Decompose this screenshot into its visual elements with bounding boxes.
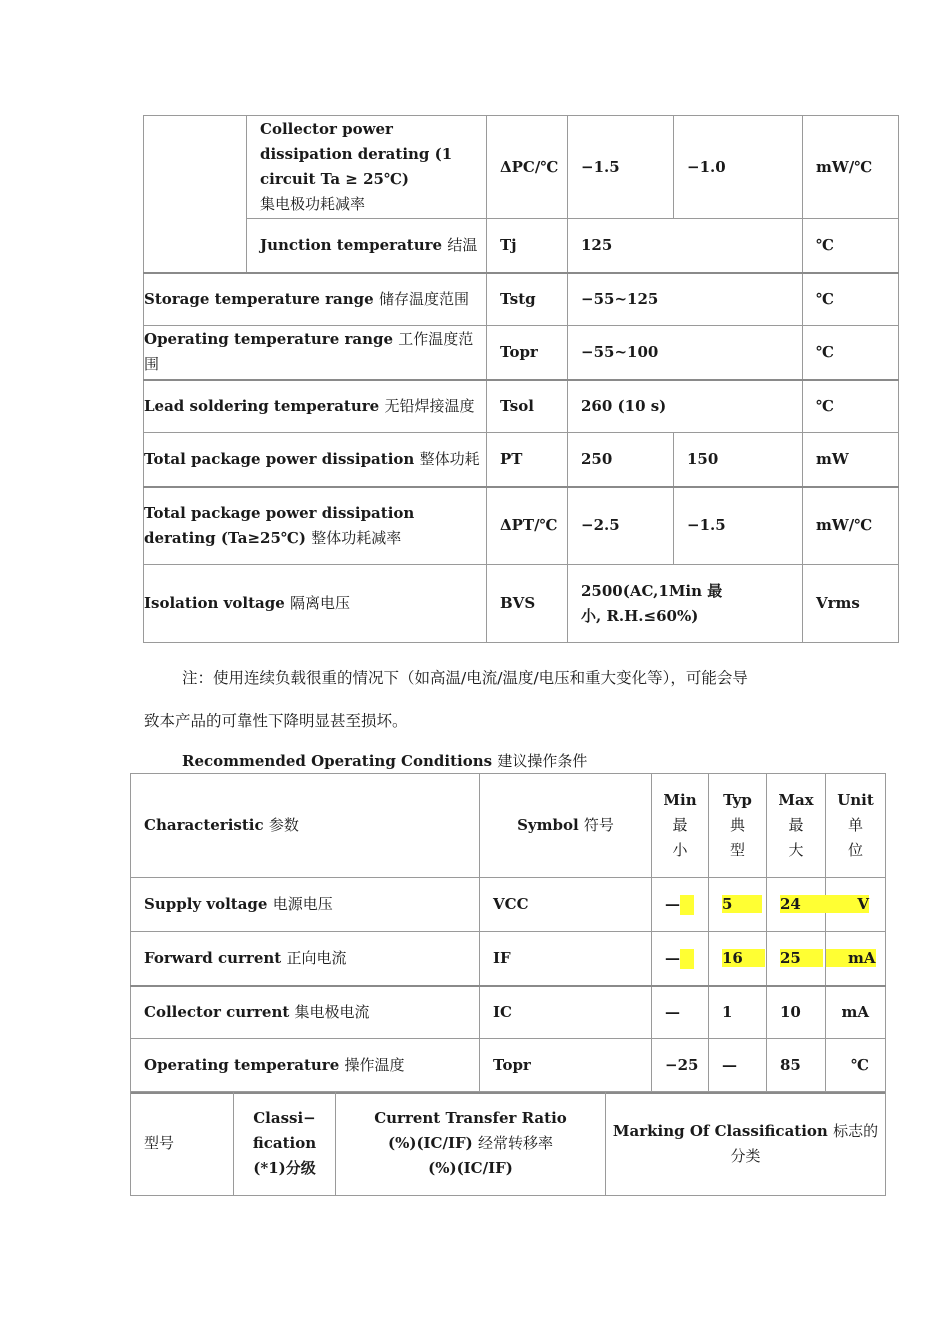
char-cell: Collector current 集电极电流 <box>131 986 480 1039</box>
classification-table <box>130 1091 886 1196</box>
param-cell: Storage temperature range 储存温度范围 <box>144 273 487 326</box>
symbol-cell: ΔPT/℃ <box>487 487 568 565</box>
unit-cell: mW/℃ <box>803 116 899 219</box>
unit-cell: ℃ <box>826 1039 886 1093</box>
header-row <box>131 1092 886 1196</box>
param-cell: Lead soldering temperature 无铅焊接温度 <box>144 380 487 433</box>
value-cell: −1.5 <box>674 487 803 565</box>
value-cell: −55~125 <box>568 273 803 326</box>
value-cell: 125 <box>568 219 803 273</box>
value-cell: −55~100 <box>568 326 803 380</box>
typ-cell: 5 <box>709 878 767 932</box>
unit-cell: Vrms <box>803 565 899 643</box>
unit-cell: mW/℃ <box>803 487 899 565</box>
min-cell: — <box>652 986 709 1039</box>
value-cell: −1.5 <box>568 116 674 219</box>
symbol-cell: IC <box>480 986 652 1039</box>
table-row <box>144 116 899 219</box>
classification-header: Classi− fication (*1)分级 <box>234 1092 336 1196</box>
header-typ: Typ 典 型 <box>709 774 767 878</box>
note-line-2: 致本产品的可靠性下降明显甚至损坏。 <box>144 712 408 730</box>
symbol-cell: Tj <box>487 219 568 273</box>
unit-cell: mA <box>826 986 886 1039</box>
char-cell: Supply voltage 电源电压 <box>131 878 480 932</box>
unit-cell: ℃ <box>803 380 899 433</box>
table-row <box>131 1039 886 1093</box>
header-symbol: Symbol 符号 <box>480 774 652 878</box>
operating-conditions-table <box>130 773 886 1094</box>
symbol-cell: Tstg <box>487 273 568 326</box>
max-cell: 25 <box>767 932 826 986</box>
header-row <box>131 774 886 878</box>
table-row <box>144 219 899 273</box>
table-row <box>131 878 886 932</box>
param-cell: Isolation voltage 隔离电压 <box>144 565 487 643</box>
typ-cell: — <box>709 1039 767 1093</box>
table-row <box>144 326 899 380</box>
unit-cell: mW <box>803 433 899 487</box>
unit-cell: mA <box>826 932 886 986</box>
symbol-cell: VCC <box>480 878 652 932</box>
unit-cell: V <box>826 878 886 932</box>
max-cell: 10 <box>767 986 826 1039</box>
table-row <box>144 380 899 433</box>
header-characteristic: Characteristic 参数 <box>131 774 480 878</box>
blank-group-cell <box>144 116 247 273</box>
param-cell: Total package power dissipation 整体功耗 <box>144 433 487 487</box>
value-cell: 260 (10 s) <box>568 380 803 433</box>
table-row <box>144 487 899 565</box>
symbol-cell: Topr <box>487 326 568 380</box>
symbol-cell: BVS <box>487 565 568 643</box>
param-cell: Collector power dissipation derating (1 circuit Ta ≥ 25℃) 集电极功耗减率 <box>247 116 487 219</box>
unit-cell: ℃ <box>803 326 899 380</box>
value-cell: −1.0 <box>674 116 803 219</box>
marking-header: Marking Of Classification 标志的 分类 <box>606 1092 886 1196</box>
min-cell: — <box>652 878 709 932</box>
char-cell: Forward current 正向电流 <box>131 932 480 986</box>
table-row <box>144 433 899 487</box>
table-row <box>144 273 899 326</box>
ctr-header: Current Transfer Ratio (%)(IC/IF) 经常转移率 (%)(IC/IF) <box>336 1092 606 1196</box>
typ-cell: 16 <box>709 932 767 986</box>
note-line-1: 注：使用连续负载很重的情况下（如高温/电流/温度/电压和重大变化等），可能会导 <box>182 669 748 687</box>
param-cell: Junction temperature 结温 <box>247 219 487 273</box>
min-cell: −25 <box>652 1039 709 1093</box>
ratings-table <box>143 115 899 643</box>
header-unit: Unit 单 位 <box>826 774 886 878</box>
model-header: 型号 <box>131 1092 234 1196</box>
symbol-cell: ΔPC/℃ <box>487 116 568 219</box>
param-cell: Total package power dissipation derating (Ta≥25℃) 整体功耗减率 <box>144 487 487 565</box>
symbol-cell: PT <box>487 433 568 487</box>
value-cell: 250 <box>568 433 674 487</box>
value-cell: −2.5 <box>568 487 674 565</box>
symbol-cell: IF <box>480 932 652 986</box>
header-min: Min 最 小 <box>652 774 709 878</box>
unit-cell: ℃ <box>803 219 899 273</box>
header-max: Max 最 大 <box>767 774 826 878</box>
value-cell: 2500(AC,1Min 最小, R.H.≤60%) <box>568 565 803 643</box>
param-cell: Operating temperature range 工作温度范围 <box>144 326 487 380</box>
typ-cell: 1 <box>709 986 767 1039</box>
max-cell: 24 <box>767 878 826 932</box>
value-cell: 150 <box>674 433 803 487</box>
table-row <box>131 932 886 986</box>
table-row <box>131 986 886 1039</box>
max-cell: 85 <box>767 1039 826 1093</box>
min-cell: — <box>652 932 709 986</box>
table-row <box>144 565 899 643</box>
symbol-cell: Topr <box>480 1039 652 1093</box>
section-title: Recommended Operating Conditions 建议操作条件 <box>182 752 588 770</box>
unit-cell: ℃ <box>803 273 899 326</box>
symbol-cell: Tsol <box>487 380 568 433</box>
char-cell: Operating temperature 操作温度 <box>131 1039 480 1093</box>
